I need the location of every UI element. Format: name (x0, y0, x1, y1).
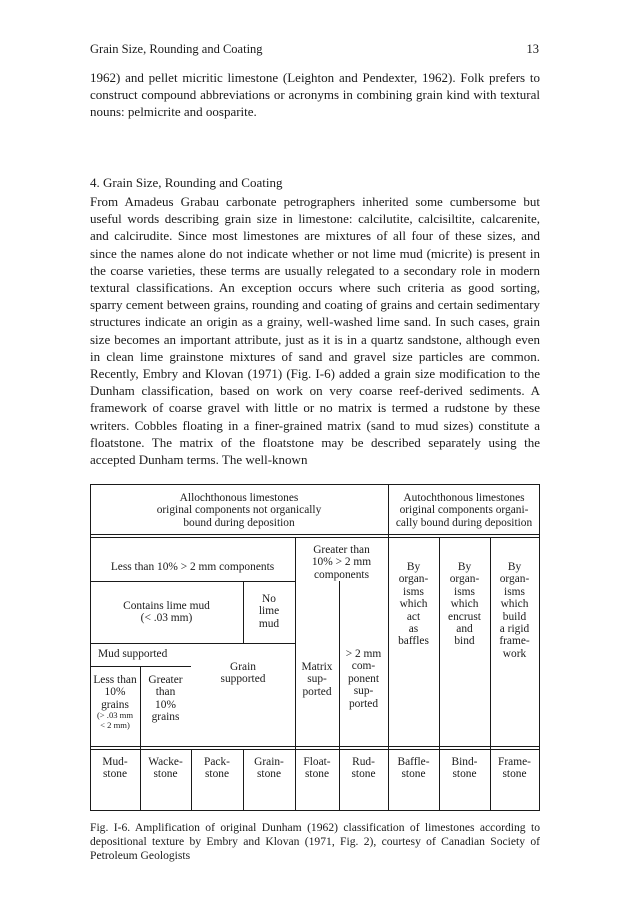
paragraph-intro: 1962) and pellet micritic limestone (Leighton and Pendexter, 1962). Folk prefers to construct compound abbreviations or acronyms in combining grain kind with textural nouns: pelmicrite and oosparite. (90, 70, 540, 120)
less-than-10-percent-grains: Less than 10% grains (> .03 mm < 2 mm) (93, 674, 137, 730)
framework-description: By organ- isms which build a rigid frame- work (499, 561, 530, 660)
name-bafflestone: Baffle- stone (397, 756, 430, 781)
name-packstone: Pack- stone (204, 756, 230, 781)
matrix-supported: Matrix sup- ported (301, 661, 333, 698)
component-supported: > 2 mm com- ponent sup- ported (345, 648, 382, 710)
name-mudstone: Mud- stone (102, 756, 128, 781)
less-than-10-percent: Less than 10% > 2 mm components (110, 561, 275, 573)
baffles-description: By organ- isms which act as baffles (398, 561, 429, 648)
allochthonous-header: Allochthonous limestones original components not organically bound during deposition (156, 492, 322, 529)
section-heading: 4. Grain Size, Rounding and Coating (90, 175, 283, 190)
mud-supported: Mud supported (98, 648, 168, 660)
grain-supported: Grain supported (220, 661, 266, 686)
name-bindstone: Bind- stone (451, 756, 478, 781)
figure-caption: Fig. I-6. Amplification of original Dunham (1962) classification of limestones according to depositional texture by Embry and Klovan (1971, Fig. 2), courtesy of Canadian Society of Petroleum Geologists (90, 821, 540, 863)
name-framestone: Frame- stone (498, 756, 531, 781)
no-lime-mud: No lime mud (258, 593, 280, 630)
running-head-title: Grain Size, Rounding and Coating (90, 42, 263, 56)
greater-than-10-percent-grains: Greater than 10% grains (148, 674, 183, 724)
paragraph-grain-size: From Amadeus Grabau carbonate petrographers inherited some cumbersome but useful words describing grain size in limestone: calcilutite, calcisiltite, calcarenite, and calcirudite. Since most limestones are mixtures of all four of these sizes, and since the names alone do not indicate whether or not lime mud (micrite) is present in the coarse varieties, these terms are usually relegated to a secondary role in modern textural classifications. An exception occurs where such criteria as good sorting, sparry cement between grains, rounding and coating of grains and certain sedimentary structures indicate an origin as a grainy, well-washed lime sand. In such cases, grain size becomes an important attribute, just as it is in a quartz sandstone, although even in clean lime grainstone mixtures of sand and gravel size particles are common. Recently, Embry and Klovan (1971) (Fig. I-6) added a grain size modification to the Dunham classification, based on work on very coarse reef-derived sediments. A framework of coarse gravel with little or no matrix is termed a rudstone by these writers. Cobbles floating in a finer-grained matrix (sand to mud sizes) constitute a floatstone. The matrix of the floatstone may be described separately using the accepted Dunham terms. The well-known (90, 194, 540, 468)
classification-table (90, 484, 540, 810)
page-number: 13 (526, 42, 539, 56)
encrust-description: By organ- isms which encrust and bind (448, 561, 481, 648)
name-grainstone: Grain- stone (254, 756, 284, 781)
contains-lime-mud: Contains lime mud (< .03 mm) (123, 600, 210, 625)
greater-than-10-percent: Greater than 10% > 2 mm components (311, 544, 372, 581)
name-floatstone: Float- stone (303, 756, 331, 781)
autochthonous-header: Autochthonous limestones original components organi- cally bound during deposition (395, 492, 533, 529)
name-rudstone: Rud- stone (351, 756, 376, 781)
name-wackestone: Wacke- stone (148, 756, 183, 781)
